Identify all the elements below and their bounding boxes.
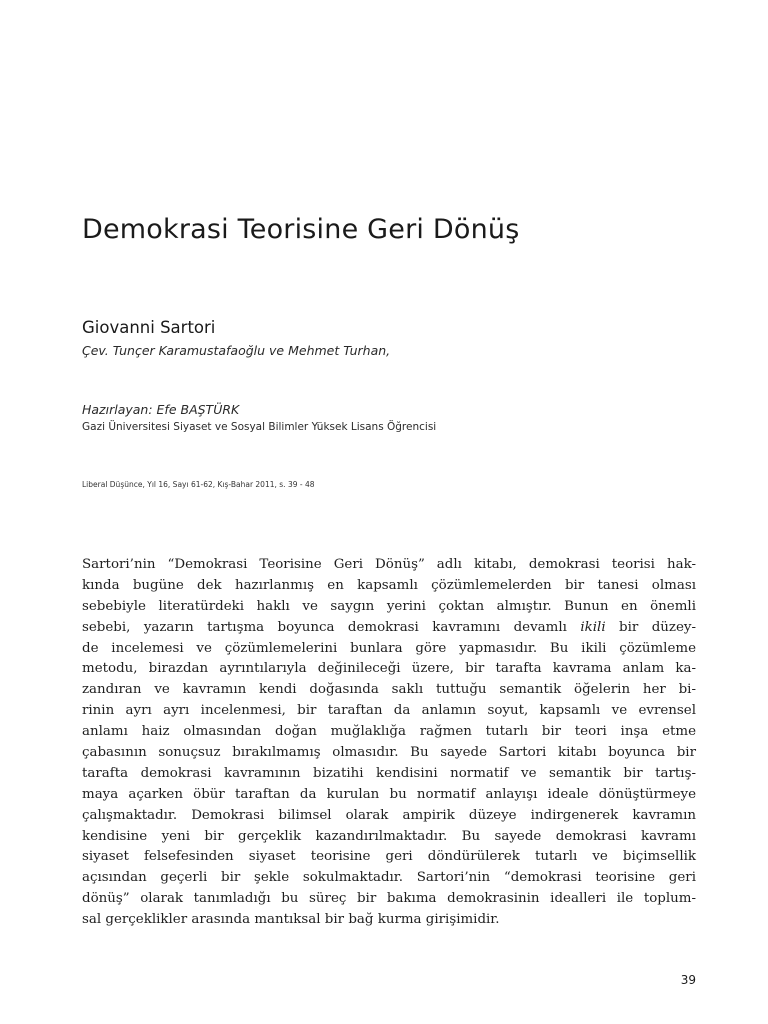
prepared-by: Hazırlayan: Efe BAŞTÜRK — [82, 402, 240, 417]
author-name: Giovanni Sartori — [82, 318, 216, 337]
translator-credit: Çev. Tunçer Karamustafaoğlu ve Mehmet Turhan, — [82, 343, 391, 358]
body-line-head: sebebi, yazarın tartışma boyunca demokrasi kavramını devamlı — [82, 619, 567, 635]
body-line: zandıran ve kavramın kendi doğasında saklı tuttuğu semantik öğelerin her bi- — [82, 682, 696, 698]
body-line: çalışmaktadır. Demokrasi bilimsel olarak ampirik düzeye indirgenerek kavramın — [82, 807, 696, 823]
body-line-with-emphasis — [82, 618, 696, 639]
page-title: Demokrasi Teorisine Geri Dönüş — [82, 214, 520, 245]
citation: Liberal Düşünce, Yıl 16, Sayı 61-62, Kış-Bahar 2011, s. 39 - 48 — [82, 480, 315, 489]
body-line: de incelemesi ve çözümlemelerini bunlara göre yapmasıdır. Bu ikili çözümleme — [82, 640, 696, 656]
body-line: rinin ayrı ayrı incelenmesi, bir taraftan da anlamın soyut, kapsamlı ve evrensel — [82, 703, 696, 719]
body-line: dönüş” olarak tanımladığı bu süreç bir bakıma demokrasinin idealleri ile toplum- — [82, 891, 696, 907]
body-line: çabasının sonuçsuz bırakılmamış olmasıdır. Bu sayede Sartori kitabı boyunca bir — [82, 745, 696, 761]
body-line: kendisine yeni bir gerçeklik kazandırılmaktadır. Bu sayede demokrasi kavramı — [82, 828, 696, 844]
body-line: kında bugüne dek hazırlanmış en kapsamlı çözümlemelerden bir tanesi olması — [82, 577, 696, 593]
body-line-tail: bir düzey- — [605, 619, 696, 635]
body-line: sebebiyle literatürdeki haklı ve saygın yerini çoktan almıştır. Bunun en önemli — [82, 598, 696, 614]
body-line: anlamı haiz olmasından doğan muğlaklığa rağmen tutarlı bir teori inşa etme — [82, 724, 696, 740]
body-line: açısından geçerli bir şekle sokulmaktadır. Sartori’nin “demokrasi teorisine geri — [82, 870, 696, 886]
emphasis-word: ikili — [580, 619, 606, 635]
affiliation: Gazi Üniversitesi Siyaset ve Sosyal Bilimler Yüksek Lisans Öğrencisi — [82, 421, 437, 433]
body-line: siyaset felsefesinden siyaset teorisine geri döndürülerek tutarlı ve biçimsellik — [82, 849, 696, 865]
body-line: sal gerçeklikler arasında mantıksal bir bağ kurma girişimidir. — [82, 912, 500, 928]
body-line: Sartori’nin “Demokrasi Teorisine Geri Dönüş” adlı kitabı, demokrasi teorisi hak- — [82, 557, 696, 572]
body-paragraph — [82, 555, 696, 931]
body-line: maya açarken öbür taraftan da kurulan bu normatif anlayışı ideale dönüştürmeye — [82, 786, 696, 802]
page-number: 39 — [680, 973, 696, 987]
body-line: tarafta demokrasi kavramının bizatihi kendisini normatif ve semantik bir tartış- — [82, 765, 696, 781]
body-line: metodu, birazdan ayrıntılarıyla değinileceği üzere, bir tarafta kavrama anlam ka- — [82, 661, 696, 677]
